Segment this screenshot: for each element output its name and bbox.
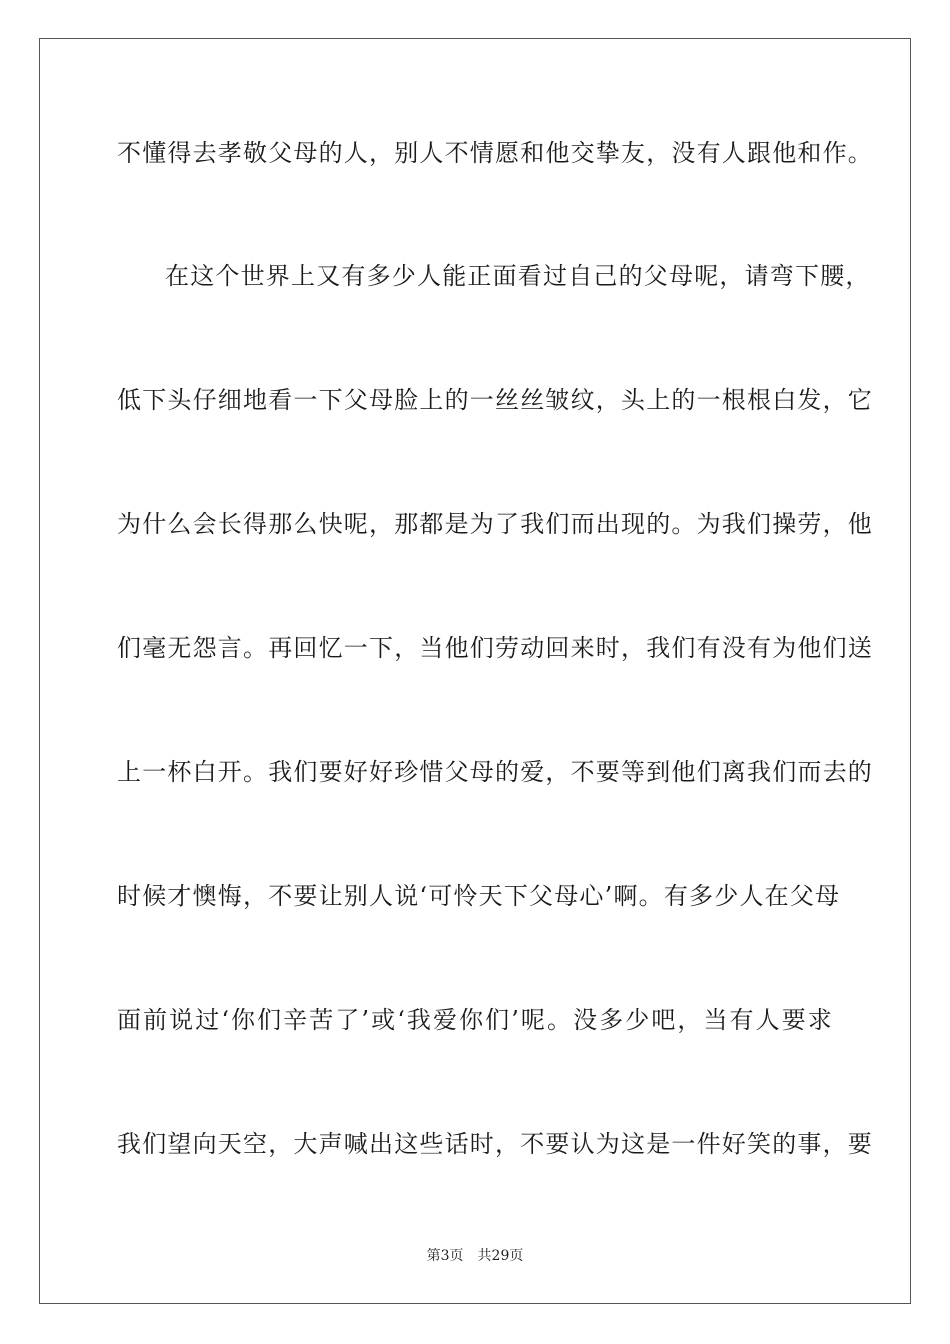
page-number: 第3页 <box>426 1248 464 1264</box>
page-footer <box>0 1246 950 1266</box>
paragraph-line-4: 为什么会长得那么快呢，那都是为了我们而出现的。为我们操劳，他 <box>117 510 873 538</box>
paragraph-line-5: 们毫无怨言。再回忆一下，当他们劳动回来时，我们有没有为他们送 <box>117 634 873 662</box>
paragraph-line-7: 时候才懊悔，不要让别人说‘可怜天下父母心’啊。有多少人在父母 <box>117 882 841 910</box>
total-pages: 共29页 <box>477 1248 524 1264</box>
paragraph-line-3: 低下头仔细地看一下父母脸上的一丝丝皱纹，头上的一根根白发，它 <box>117 386 873 414</box>
paragraph-line-6: 上一杯白开。我们要好好珍惜父母的爱，不要等到他们离我们而去的 <box>117 758 873 786</box>
paragraph-line-1: 不懂得去孝敬父母的人，别人不情愿和他交挚友，没有人跟他和作。 <box>117 139 873 167</box>
page-border <box>39 38 911 1304</box>
paragraph-line-9: 我们望向天空，大声喊出这些话时，不要认为这是一件好笑的事，要 <box>117 1130 873 1158</box>
paragraph-line-2: 在这个世界上又有多少人能正面看过自己的父母呢，请弯下腰， <box>165 262 871 290</box>
paragraph-line-8: 面前说过‘你们辛苦了’或‘我爱你们’呢。没多少吧，当有人要求 <box>117 1006 833 1034</box>
